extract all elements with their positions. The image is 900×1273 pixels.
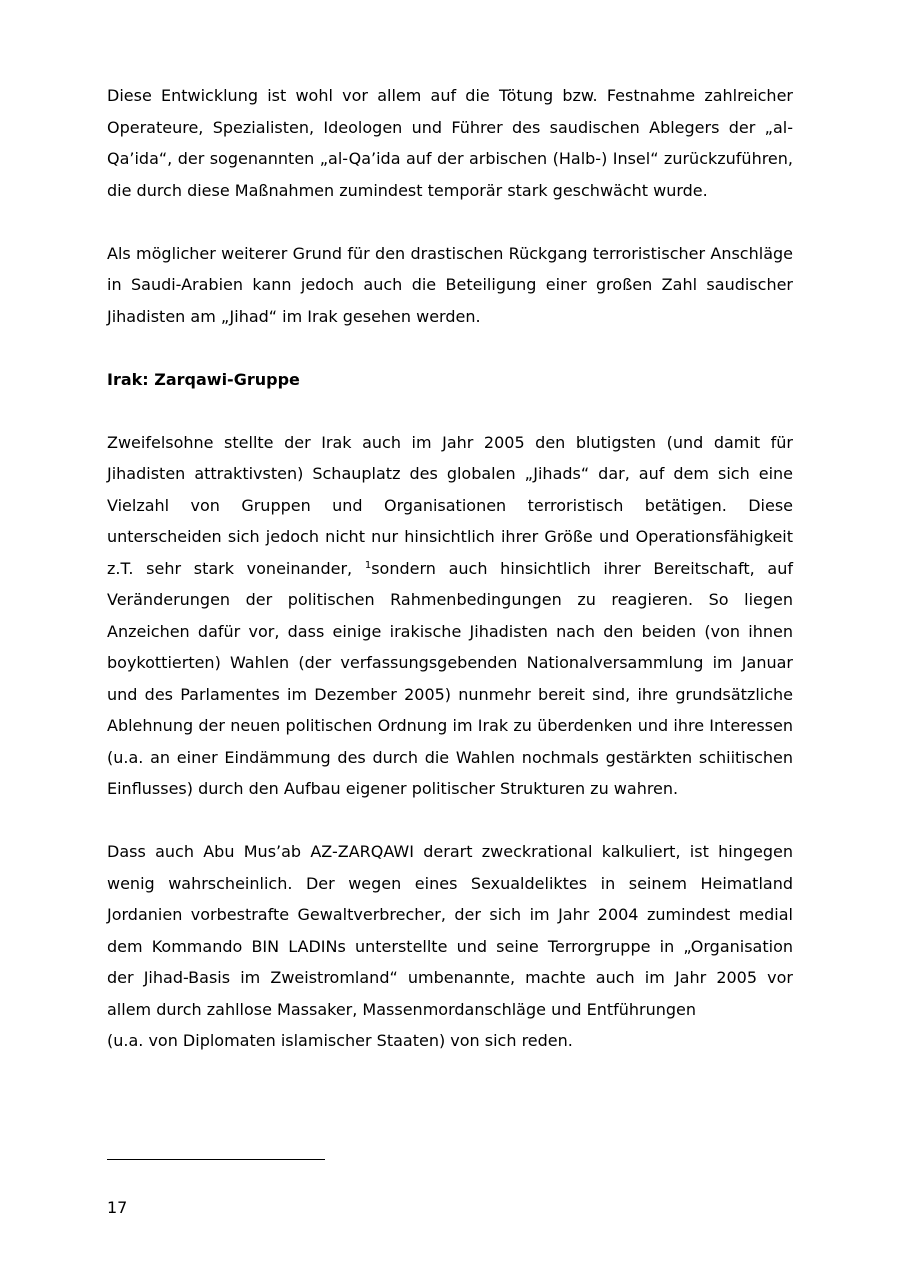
page-body <box>107 80 793 1057</box>
text-line: wenig wahrscheinlich. Der wegen eines Sexualdeliktes in seinem Heimatland <box>107 873 793 893</box>
text-line: die durch diese Maßnahmen zumindest temporär stark geschwächt wurde. <box>107 180 708 200</box>
text-line: Jihadisten am „Jihad“ im Irak gesehen werden. <box>107 306 481 326</box>
text-line: Einflusses) durch den Aufbau eigener politischer Strukturen zu wahren. <box>107 779 679 798</box>
text-line: Veränderungen der politischen Rahmenbedingungen zu reagieren. So liegen <box>107 590 793 609</box>
text-line: Qa’ida“, der sogenannten „al-Qa’ida auf der arbischen (Halb-) Insel“ zurückzuführen, <box>107 149 793 168</box>
text-line: Jihadisten attraktivsten) Schauplatz des globalen „Jihads“ dar, auf dem sich eine <box>107 464 793 483</box>
paragraph-gap <box>107 805 793 837</box>
text-line: Operateure, Spezialisten, Ideologen und Führer des saudischen Ablegers der „al- <box>107 117 793 137</box>
footnote-reference[interactable]: 1 <box>364 559 372 571</box>
paragraph-saudi-development <box>107 80 793 206</box>
text-line: der Jihad-Basis im Zweistromland“ umbenannte, machte auch im Jahr 2005 vor <box>107 968 793 987</box>
text-line: (u.a. an einer Eindämmung des durch die Wahlen nochmals gestärkten schiitischen <box>107 747 793 767</box>
text-line: in Saudi-Arabien kann jedoch auch die Beteiligung einer großen Zahl saudischer <box>107 275 793 294</box>
text-line-with-footnote <box>107 553 793 585</box>
paragraph-iraq <box>107 427 793 805</box>
text-line: allem durch zahllose Massaker, Massenmordanschläge und Entführungen <box>107 999 697 1019</box>
text-segment: sondern auch hinsichtlich ihrer Bereitschaft, auf <box>371 558 794 578</box>
text-line: unterscheiden sich jedoch nicht nur hinsichtlich ihrer Größe und Operationsfähigkeit <box>107 527 793 546</box>
text-line: Anzeichen dafür vor, dass einige irakische Jihadisten nach den beiden (von ihnen <box>107 621 793 641</box>
footnote-separator <box>107 1159 325 1160</box>
paragraph-gap <box>107 332 793 364</box>
text-line: boykottierten) Wahlen (der verfassungsgebenden Nationalversammlung im Januar <box>107 653 793 672</box>
page-number: 17 <box>107 1198 128 1217</box>
text-line: Als möglicher weiterer Grund für den drastischen Rückgang terroristischer Anschläge <box>107 243 793 263</box>
text-line: Dass auch Abu Mus’ab AZ-ZARQAWI derart zweckrational kalkuliert, ist hingegen <box>107 842 793 861</box>
text-line: Vielzahl von Gruppen und Organisationen terroristisch betätigen. Diese <box>107 495 793 515</box>
text-line: Ablehnung der neuen politischen Ordnung im Irak zu überdenken und ihre Interessen <box>107 716 793 735</box>
text-line: (u.a. von Diplomaten islamischer Staaten) von sich reden. <box>107 1031 573 1050</box>
text-line: und des Parlamentes im Dezember 2005) nunmehr bereit sind, ihre grundsätzliche <box>107 684 793 704</box>
paragraph-gap <box>107 395 793 427</box>
text-segment: z.T. sehr stark voneinander, <box>107 558 353 578</box>
text-line: Diese Entwicklung ist wohl vor allem auf die Tötung bzw. Festnahme zahlreicher <box>107 86 793 105</box>
text-line: Zweifelsohne stellte der Irak auch im Jahr 2005 den blutigsten (und damit für <box>107 432 793 452</box>
text-line: dem Kommando BIN LADINs unterstellte und seine Terrorgruppe in „Organisation <box>107 936 793 956</box>
section-heading: Irak: Zarqawi-Gruppe <box>107 369 300 389</box>
paragraph-zarqawi <box>107 836 793 1057</box>
text-line: Jordanien vorbestrafte Gewaltverbrecher, der sich im Jahr 2004 zumindest medial <box>107 905 793 924</box>
paragraph-saudi-jihadists <box>107 238 793 333</box>
paragraph-gap <box>107 206 793 238</box>
